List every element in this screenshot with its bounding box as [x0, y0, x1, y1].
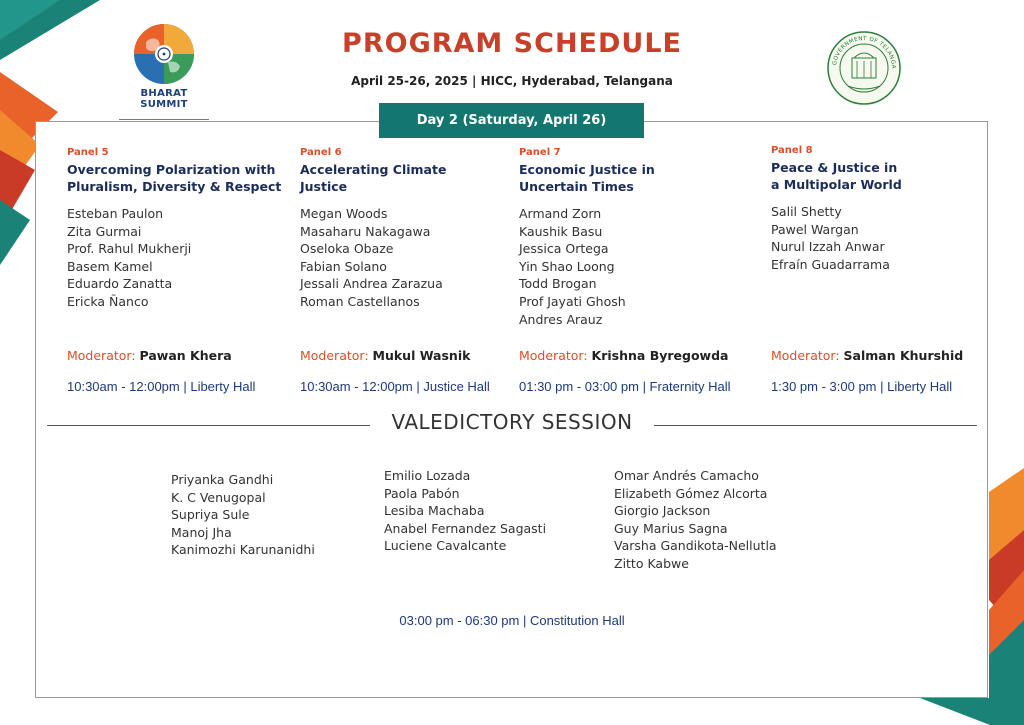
speaker: Anabel Fernandez Sagasti: [384, 520, 547, 536]
speaker: Lesiba Machaba: [384, 503, 485, 519]
speaker: Elizabeth Gómez Alcorta: [614, 485, 768, 501]
panel-title-line: Economic Justice in: [519, 162, 655, 177]
speaker: Yin Shao Loong: [519, 258, 615, 274]
speaker: Nurul Izzah Anwar: [771, 239, 885, 255]
speaker: Ericka Ñanco: [67, 293, 149, 309]
speaker-list: [67, 205, 292, 311]
speaker: Andres Arauz: [519, 311, 603, 327]
moderator-name: Pawan Khera: [139, 348, 232, 363]
speaker: Salil Shetty: [771, 204, 842, 219]
speaker: Eduardo Zanatta: [67, 276, 173, 292]
seal-text: GOVERNMENT OF TELANGA: [832, 35, 897, 70]
speaker: Todd Brogan: [519, 276, 597, 292]
panel-title-line: Overcoming Polarization with: [67, 162, 276, 177]
panel-5: [67, 147, 292, 311]
speaker: Paola Pabón: [384, 485, 460, 501]
panel-title: [519, 161, 759, 197]
speaker: Roman Castellanos: [300, 293, 420, 309]
speaker-list: [519, 205, 759, 328]
speaker: Kaushik Basu: [519, 223, 603, 239]
valedictory-time: 03:00 pm - 06:30 pm | Constitution Hall: [399, 613, 625, 628]
speaker: Luciene Cavalcante: [384, 538, 507, 554]
speaker: Supriya Sule: [171, 507, 250, 523]
speaker: Jessica Ortega: [519, 241, 609, 257]
panel-6-moderator: [300, 348, 470, 363]
logo-brand-text: BHARAT SUMMIT: [140, 88, 188, 110]
divider-left: [47, 425, 370, 426]
speaker: Zita Gurmai: [67, 223, 142, 239]
speaker: Pawel Wargan: [771, 221, 859, 237]
speaker: Efraín Guadarrama: [771, 256, 890, 272]
speaker: Omar Andrés Camacho: [614, 468, 759, 483]
speaker: Giorgio Jackson: [614, 503, 711, 519]
valedictory-speakers-col-3: [614, 467, 777, 573]
divider-right: [654, 425, 977, 426]
moderator-label: Moderator:: [67, 348, 136, 363]
panel-number: Panel 5: [67, 147, 109, 158]
panel-5-moderator: [67, 348, 232, 363]
speaker: Masaharu Nakagawa: [300, 223, 431, 239]
panel-title: [300, 161, 510, 197]
panel-6-time: 10:30am - 12:00pm | Justice Hall: [300, 379, 490, 394]
panel-number: Panel 8: [771, 145, 813, 156]
panel-7-moderator: [519, 348, 728, 363]
panel-6: [300, 147, 510, 311]
valedictory-speakers-col-2: [384, 467, 546, 555]
speaker: K. C Venugopal: [171, 489, 266, 505]
speaker: Jessali Andrea Zarazua: [300, 276, 443, 292]
panel-title-line: a Multipolar World: [771, 177, 902, 192]
panel-number: Panel 7: [519, 147, 561, 158]
speaker: Manoj Jha: [171, 524, 232, 540]
valedictory-title: VALEDICTORY SESSION: [391, 410, 633, 434]
speaker: Zitto Kabwe: [614, 555, 689, 571]
speaker: Oseloka Obaze: [300, 241, 394, 257]
panel-title-line: Pluralism, Diversity & Respect: [67, 179, 282, 194]
bharat-summit-logo: [116, 22, 212, 129]
speaker-list: [771, 203, 976, 273]
moderator-label: Moderator:: [519, 348, 588, 363]
speaker-list: [300, 205, 510, 311]
moderator-label: Moderator:: [300, 348, 369, 363]
panel-title-line: Uncertain Times: [519, 179, 634, 194]
speaker: Prof Jayati Ghosh: [519, 293, 626, 309]
moderator-name: Krishna Byregowda: [591, 348, 729, 363]
speaker: Priyanka Gandhi: [171, 472, 274, 487]
panel-8-time: 1:30 pm - 3:00 pm | Liberty Hall: [771, 379, 953, 394]
moderator-label: Moderator:: [771, 348, 840, 363]
speaker: Guy Marius Sagna: [614, 520, 728, 536]
moderator-name: Mukul Wasnik: [372, 348, 471, 363]
panel-title-line: Justice: [300, 179, 348, 194]
panel-8-moderator: [771, 348, 963, 363]
page-title: PROGRAM SCHEDULE: [342, 28, 682, 59]
panel-title: [771, 159, 976, 195]
panel-title-line: Peace & Justice in: [771, 160, 898, 175]
panel-8: [771, 145, 976, 273]
globe-logo-icon: [132, 22, 196, 86]
panel-title-line: Accelerating Climate: [300, 162, 447, 177]
speaker: Kanimozhi Karunanidhi: [171, 542, 315, 558]
speaker: Armand Zorn: [519, 206, 602, 221]
panel-5-time: 10:30am - 12:00pm | Liberty Hall: [67, 379, 256, 394]
panel-7-time: 01:30 pm - 03:00 pm | Fraternity Hall: [519, 379, 731, 394]
event-date-venue: April 25-26, 2025 | HICC, Hyderabad, Telangana: [351, 74, 673, 88]
speaker: Prof. Rahul Mukherji: [67, 241, 192, 257]
panel-title: [67, 161, 292, 197]
day-tab: Day 2 (Saturday, April 26): [379, 103, 644, 138]
panel-7: [519, 147, 759, 328]
valedictory-speakers-col-1: [171, 471, 315, 559]
speaker: Megan Woods: [300, 206, 388, 221]
speaker: Varsha Gandikota-Nellutla: [614, 538, 777, 554]
speaker: Fabian Solano: [300, 258, 387, 274]
government-seal-icon: [826, 30, 902, 106]
moderator-name: Salman Khurshid: [843, 348, 964, 363]
telangana-seal: [826, 30, 902, 110]
panel-number: Panel 6: [300, 147, 342, 158]
speaker: Emilio Lozada: [384, 468, 471, 483]
speaker: Esteban Paulon: [67, 206, 164, 221]
speaker: Basem Kamel: [67, 258, 153, 274]
